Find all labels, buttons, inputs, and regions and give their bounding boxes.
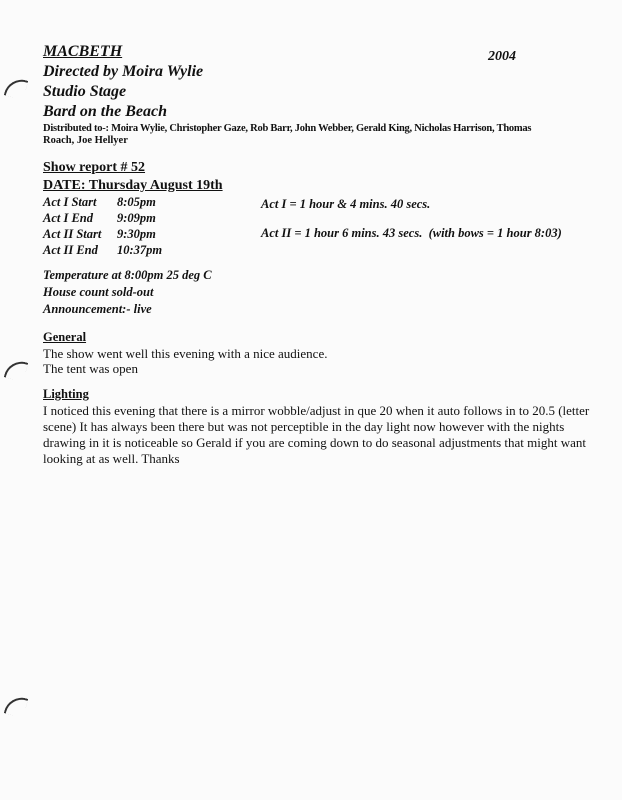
- general-heading: General: [43, 330, 87, 344]
- show-report-number: Show report # 52: [43, 160, 146, 175]
- time-label: Act I Start: [43, 195, 97, 209]
- temperature: Temperature at 8:00pm 25 deg C: [43, 268, 212, 282]
- punch-hole-mark: [4, 76, 28, 100]
- company: Bard on the Beach: [43, 103, 168, 120]
- house-count: House count sold-out: [43, 285, 154, 299]
- general-line: The show went well this evening with a nice audience.: [43, 346, 328, 361]
- time-value: 9:09pm: [117, 211, 156, 225]
- year: 2004: [488, 49, 516, 64]
- lighting-line: I noticed this evening that there is a mirror wobble/adjust in que 20 when it auto follows in to 20.5 (letter: [43, 403, 590, 418]
- act1-duration: Act I = 1 hour & 4 mins. 40 secs.: [261, 197, 431, 211]
- punch-hole-mark: [4, 358, 28, 382]
- venue: Studio Stage: [43, 83, 127, 100]
- time-value: 9:30pm: [117, 227, 156, 241]
- lighting-line: drawing in it is noticeable so Gerald if you are coming down to do seasonal adjustments that might want: [43, 435, 586, 450]
- announcement: Announcement:- live: [43, 302, 152, 316]
- act2-duration: Act II = 1 hour 6 mins. 43 secs. (with bows = 1 hour 8:03): [261, 226, 562, 240]
- play-title: MACBETH: [43, 43, 123, 60]
- time-label: Act I End: [43, 211, 94, 225]
- lighting-line: looking at as well. Thanks: [43, 451, 180, 466]
- distribution-list-cont: Roach, Joe Hellyer: [43, 135, 128, 146]
- report-date: DATE: Thursday August 19th: [43, 178, 223, 193]
- time-label: Act II Start: [43, 227, 102, 241]
- time-label: Act II End: [43, 243, 98, 257]
- punch-hole-mark: [4, 694, 28, 718]
- general-line: The tent was open: [43, 361, 138, 376]
- time-value: 10:37pm: [117, 243, 163, 257]
- director: Directed by Moira Wylie: [43, 63, 204, 80]
- lighting-line: scene) It has always been there but was not perceptible in the day light now however with the nights: [43, 419, 565, 434]
- distribution-list: Distributed to-: Moira Wylie, Christopher Gaze, Rob Barr, John Webber, Gerald King, Nicholas Harrison, Thomas: [43, 123, 532, 134]
- time-value: 8:05pm: [117, 195, 156, 209]
- lighting-heading: Lighting: [43, 387, 89, 401]
